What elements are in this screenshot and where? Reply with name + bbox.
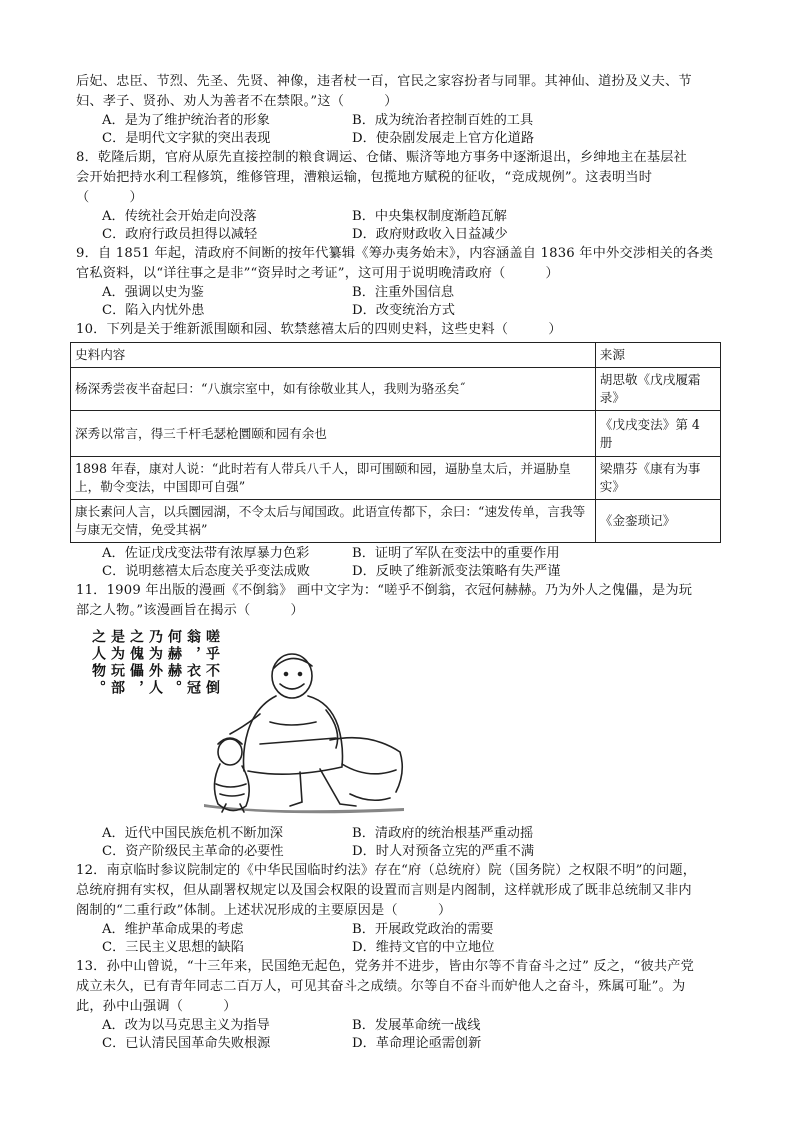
option-d: D．反映了维新派变法策略有失严谨 (352, 564, 561, 579)
q12-text-line: 总统府拥有实权，但从副署权规定以及国会权限的设置而言则是内阁制，这样就形成了既非总统制又非内 (76, 883, 692, 898)
q8-text-line: （ ） (76, 190, 143, 205)
q8-text-line: 会开始把持水利工程修筑，维修管理，漕粮运输，包揽地方赋税的征收，“竞成规例”。这表明当时 (76, 170, 653, 185)
option-b: B．发展革命统一战线 (352, 1018, 481, 1033)
cartoon-caption-column: 之人物。 (90, 629, 106, 697)
option-d: D．改变统治方式 (352, 303, 455, 318)
table-header-content: 史料内容 (71, 343, 596, 368)
q7-options (102, 112, 726, 148)
q9-options (102, 284, 726, 320)
q11-text-line: 11．1909 年出版的漫画《不倒翁》 画中文字为：“嗟乎不倒翁，衣冠何赫赫。乃为外人之傀儡，是为玩 (76, 583, 693, 598)
source-table (70, 342, 721, 543)
table-cell-source: 梁鼎芬《康有为事实》 (595, 457, 720, 500)
table-cell-content: 康长素问人言，以兵圜园湖，不令太后与闻国政。此语宣传都下，余曰：“速发传单，言我等与康无交情，免受其祸” (71, 500, 596, 543)
table-header-row (71, 343, 721, 368)
option-d: D．革命理论亟需创新 (352, 1036, 482, 1051)
q10-options (102, 545, 726, 581)
cartoon-caption-column: 嗟乎不倒 (204, 629, 220, 697)
table-row (71, 500, 721, 543)
option-c: C．陷入内忧外患 (102, 303, 205, 318)
table-row (71, 457, 721, 500)
table-cell-content: 1898 年春，康对人说：“此时若有人带兵八千人，即可围颐和园，逼胁皇太后，并逼胁皇上，勒令变法，中国即可自强” (71, 457, 596, 500)
option-a: A．佐证戊戌变法带有浓厚暴力色彩 (102, 546, 310, 561)
q7-text-line: 妇、孝子、贤孙、劝人为善者不在禁限。”这（ ） (76, 94, 398, 109)
table-cell-source: 《戊戌变法》第 4 册 (595, 411, 720, 457)
option-c: C．说明慈禧太后态度关乎变法成败 (102, 564, 310, 579)
cartoon-caption-column: 之傀儡， (128, 629, 144, 697)
q12-options (102, 921, 726, 957)
option-c: C．三民主义思想的缺陷 (102, 940, 244, 955)
option-c: C．政府行政员担得以减轻 (102, 227, 258, 242)
option-d: D．使杂剧发展走上官方化道路 (352, 131, 535, 146)
option-b: B．中央集权制度渐趋瓦解 (352, 209, 507, 224)
table-cell-source: 《金銮琐记》 (595, 500, 720, 543)
table-header-source: 来源 (595, 343, 720, 368)
cartoon-caption-column: 何赫赫。 (166, 629, 182, 697)
q13-text-line: 成立未久，已有青年同志二百万人，可见其奋斗之成绩。尔等自不奋斗而妒他人之奋斗，殊属可耻”。为 (76, 979, 686, 994)
option-d: D．维持文官的中立地位 (352, 940, 495, 955)
q11-options (102, 825, 726, 861)
option-b: B．开展政党政治的需要 (352, 922, 494, 937)
option-a: A．改为以马克思主义为指导 (102, 1018, 270, 1033)
q13-text-line: 13．孙中山曾说，“十三年来，民国绝无起色，党务并不进步，皆由尔等不肯奋斗之过” 反之，“彼共产党 (76, 959, 695, 974)
table-cell-content: 深秀以常言，得三千杆毛瑟枪圜颐和园有余也 (71, 411, 596, 457)
option-b: B．成为统治者控制百姓的工具 (352, 113, 534, 128)
cartoon-illustration (90, 629, 420, 819)
option-d: D．政府财政收入日益减少 (352, 227, 508, 242)
table-row (71, 411, 721, 457)
q9-text-line: 9．自 1851 年起，清政府不间断的按年代纂辑《筹办夷务始末》，内容涵盖自 1836 年中外交涉相关的各类 (76, 246, 714, 261)
option-b: B．清政府的统治根基严重动摇 (352, 826, 534, 841)
option-a: A．是为了维护统治者的形象 (102, 113, 270, 128)
option-d: D．时人对预备立宪的严重不满 (352, 844, 535, 859)
option-b: B．注重外国信息 (352, 285, 455, 300)
cartoon-caption-column: 是为玩部 (109, 629, 125, 697)
option-c: C．已认清民国革命失败根源 (102, 1036, 271, 1051)
option-b: B．证明了军队在变法中的重要作用 (352, 546, 560, 561)
q13-text-line: 此，孙中山强调（ ） (76, 999, 237, 1014)
option-a: A．近代中国民族危机不断加深 (102, 826, 283, 841)
option-c: C．资产阶级民主革命的必要性 (102, 844, 284, 859)
cartoon-caption-column: 翁，衣冠 (185, 629, 201, 697)
q8-options (102, 208, 726, 244)
option-a: A．强调以史为鉴 (102, 285, 204, 300)
table-cell-content: 杨深秀尝夜半奋起曰：“八旗宗室中，如有徐敬业其人，我则为骆丞矣˝ (71, 368, 596, 411)
option-a: A．维护革命成果的考虑 (102, 922, 244, 937)
table-row (71, 368, 721, 411)
q12-text-line: 阁制的“二重行政”体制。上述状况形成的主要原因是（ ） (76, 903, 452, 918)
puppet-cartoon-drawing (200, 644, 410, 819)
exam-page (76, 72, 726, 1053)
option-a: A．传统社会开始走向没落 (102, 209, 257, 224)
q7-text-line: 后妃、忠臣、节烈、先圣、先贤、神像，违者杖一百，官民之家容扮者与同罪。其神仙、道扮及义夫、节 (76, 74, 692, 89)
q10-text-line: 10．下列是关于维新派围颐和园、软禁慈禧太后的四则史料，这些史料（ ） (76, 322, 562, 337)
q12-text-line: 12．南京临时参议院制定的《中华民国临时约法》存在“府（总统府）院（国务院）之权限不明”的问题， (76, 863, 697, 878)
q11-text-line: 部之人物。”该漫画旨在揭示（ ） (76, 603, 304, 618)
cartoon-caption-column: 乃为外人 (147, 629, 163, 697)
q8-text-line: 8．乾隆后期，官府从原先直接控制的粮食调运、仓储、赈济等地方事务中逐渐退出，乡绅地主在基层社 (76, 150, 688, 165)
option-c: C．是明代文字狱的突出表现 (102, 131, 271, 146)
q13-options (102, 1017, 726, 1053)
q9-text-line: 官私资料，以“详往事之是非”“资异时之考证”，这可用于说明晚清政府（ ） (76, 266, 559, 281)
table-cell-source: 胡思敬《戊戌履霜录》 (595, 368, 720, 411)
